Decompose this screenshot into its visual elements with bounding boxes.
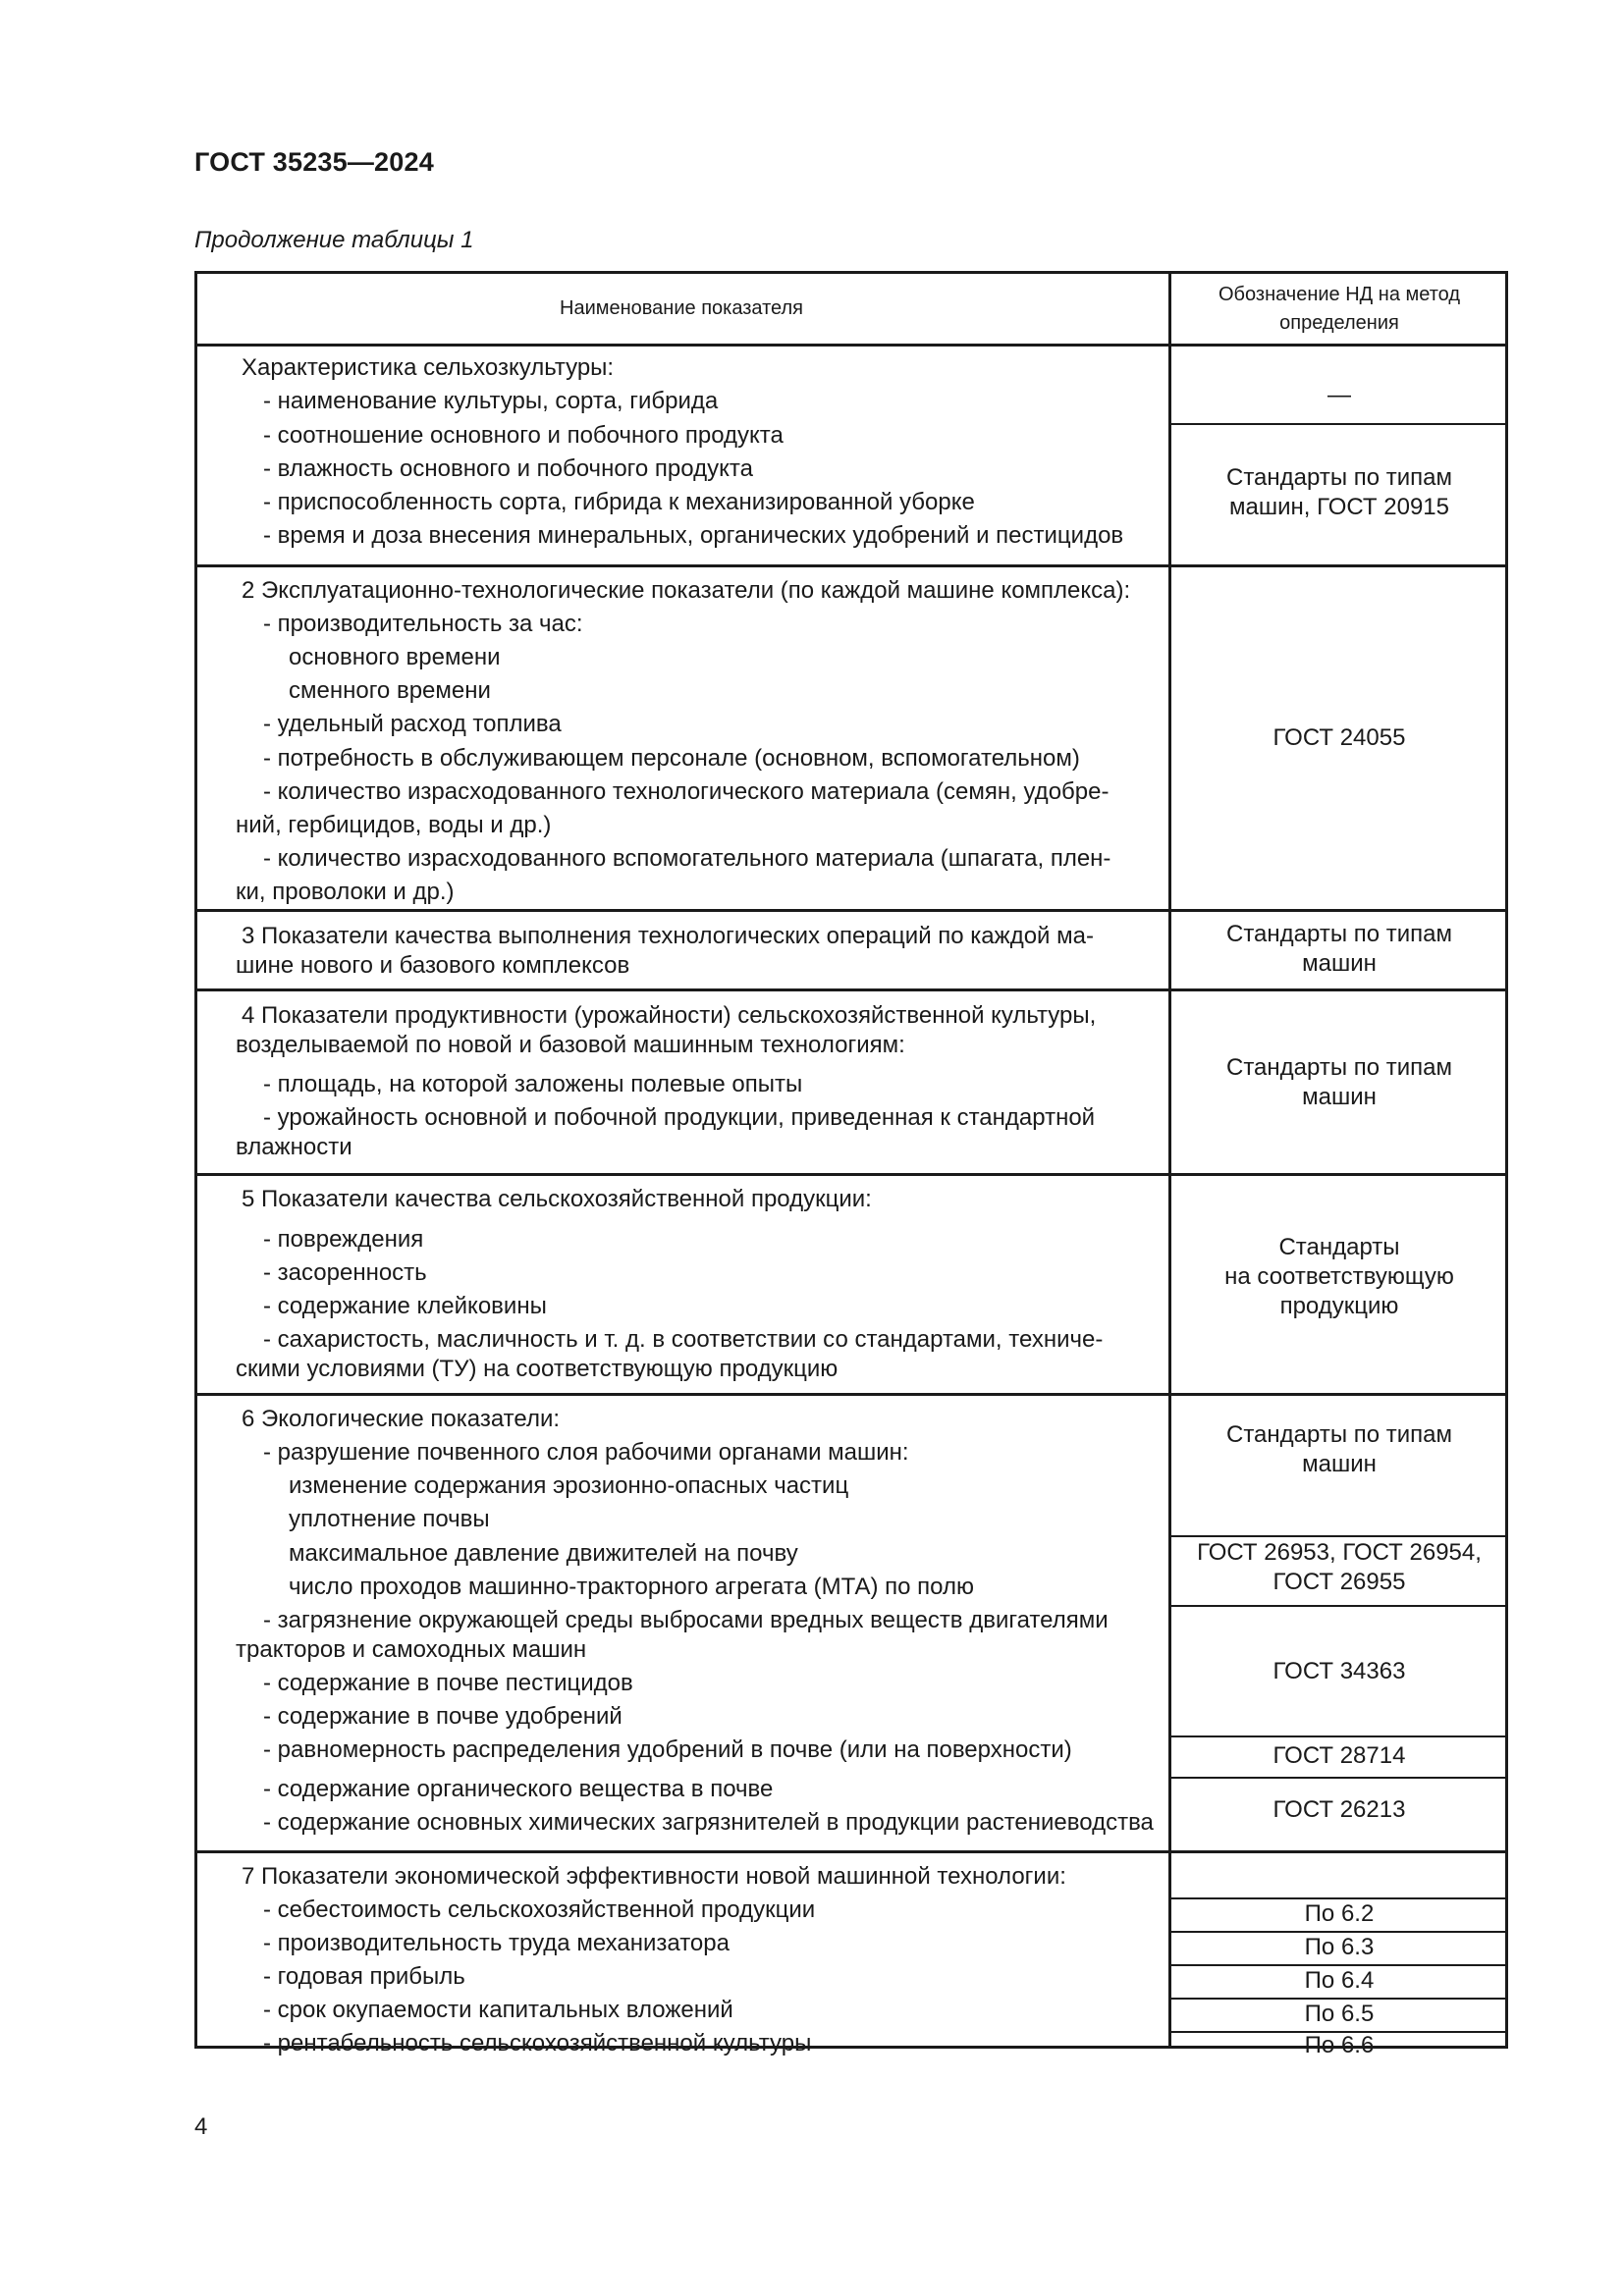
row-text: - содержание основных химических загрязнителей в продукции растениеводства bbox=[263, 1809, 1154, 1836]
row-text: - производительность труда механизатора bbox=[263, 1930, 730, 1956]
method-ref: ГОСТ 28714 bbox=[1272, 1742, 1406, 1769]
row-text: - наименование культуры, сорта, гибрида bbox=[263, 388, 719, 414]
row-text: - равномерность распределения удобрений в почве (или на поверхности) bbox=[263, 1736, 1072, 1763]
method-ref: Стандарты по типам bbox=[1226, 1054, 1452, 1081]
method-ref: ГОСТ 26955 bbox=[1272, 1569, 1406, 1595]
row-divider-3 bbox=[194, 988, 1508, 991]
row-text: шине нового и базового комплексов bbox=[236, 952, 630, 979]
row-text: максимальное давление движителей на почву bbox=[289, 1540, 798, 1567]
method-ref: Стандарты по типам bbox=[1226, 464, 1452, 491]
ref-divider bbox=[1168, 1535, 1508, 1537]
page-number: 4 bbox=[194, 2113, 208, 2140]
method-ref: Стандарты по типам bbox=[1226, 1421, 1452, 1448]
column-header-method bbox=[1170, 281, 1508, 338]
row-text: - содержание клейковины bbox=[263, 1293, 547, 1319]
method-ref: продукцию bbox=[1279, 1293, 1399, 1319]
row-text: скими условиями (ТУ) на соответствующую продукцию bbox=[236, 1356, 839, 1382]
row-text: ний, гербицидов, воды и др.) bbox=[236, 812, 552, 838]
ref-divider bbox=[1168, 1777, 1508, 1779]
row-text: возделываемой по новой и базовой машинным технологиям: bbox=[236, 1032, 905, 1058]
ref-divider bbox=[1168, 1605, 1508, 1607]
row-text: - количество израсходованного технологического материала (семян, удобре- bbox=[263, 778, 1110, 805]
header-row-divider bbox=[194, 344, 1508, 347]
table-caption: Продолжение таблицы 1 bbox=[194, 227, 474, 253]
row-text: - содержание в почве удобрений bbox=[263, 1703, 623, 1730]
row-text: - годовая прибыль bbox=[263, 1963, 465, 1990]
method-ref: По 6.6 bbox=[1304, 2032, 1375, 2058]
row-text: - срок окупаемости капитальных вложений bbox=[263, 1997, 733, 2023]
method-ref: ГОСТ 26213 bbox=[1272, 1796, 1406, 1823]
row-text: 2 Эксплуатационно-технологические показатели (по каждой машине комплекса): bbox=[242, 577, 1131, 604]
method-ref: Стандарты по типам bbox=[1226, 921, 1452, 947]
row-divider-5 bbox=[194, 1393, 1508, 1396]
method-ref: Стандарты bbox=[1278, 1234, 1400, 1260]
row-text: - сахаристость, масличность и т. д. в соответствии со стандартами, техниче- bbox=[263, 1326, 1104, 1353]
row-text: число проходов машинно-тракторного агрегата (МТА) по полю bbox=[289, 1574, 974, 1600]
row-text: - загрязнение окружающей среды выбросами вредных веществ двигателями bbox=[263, 1607, 1109, 1633]
row-text: - повреждения bbox=[263, 1226, 424, 1253]
column-divider bbox=[1168, 271, 1171, 2049]
row-text: изменение содержания эрозионно-опасных частиц bbox=[289, 1472, 849, 1499]
row-text: - разрушение почвенного слоя рабочими органами машин: bbox=[263, 1439, 909, 1466]
method-ref: ГОСТ 34363 bbox=[1272, 1658, 1406, 1684]
row-text: - потребность в обслуживающем персонале (основном, вспомогательном) bbox=[263, 745, 1080, 772]
method-ref: По 6.3 bbox=[1304, 1934, 1375, 1960]
row-text: влажности bbox=[236, 1134, 352, 1160]
method-ref: машин bbox=[1302, 1084, 1377, 1110]
row-text: - площадь, на которой заложены полевые опыты bbox=[263, 1071, 803, 1097]
row-text: - производительность за час: bbox=[263, 611, 583, 637]
method-ref: ГОСТ 24055 bbox=[1272, 724, 1406, 751]
method-ref: ГОСТ 26953, ГОСТ 26954, bbox=[1197, 1539, 1482, 1566]
method-ref: на соответствующую bbox=[1224, 1263, 1454, 1290]
row-text: 7 Показатели экономической эффективности новой машинной технологии: bbox=[242, 1863, 1066, 1890]
row-text: основного времени bbox=[289, 644, 501, 670]
column-header-method-line: определения bbox=[1279, 312, 1399, 334]
row-text: - засоренность bbox=[263, 1259, 427, 1286]
method-ref: машин bbox=[1302, 1451, 1377, 1477]
row-text: 3 Показатели качества выполнения технологических операций по каждой ма- bbox=[242, 923, 1094, 949]
row-text: 5 Показатели качества сельскохозяйственной продукции: bbox=[242, 1186, 872, 1212]
method-ref: машин, ГОСТ 20915 bbox=[1228, 494, 1449, 520]
row-divider-6 bbox=[194, 1850, 1508, 1853]
row-text: - содержание в почве пестицидов bbox=[263, 1670, 633, 1696]
row-text: сменного времени bbox=[289, 677, 491, 704]
method-ref: По 6.2 bbox=[1304, 1900, 1375, 1927]
row-text: - содержание органического вещества в почве bbox=[263, 1776, 774, 1802]
row-text: - влажность основного и побочного продукта bbox=[263, 455, 753, 482]
row-text: - приспособленность сорта, гибрида к механизированной уборке bbox=[263, 489, 975, 515]
method-ref: — bbox=[1327, 382, 1351, 408]
row-text: - время и доза внесения минеральных, органических удобрений и пестицидов bbox=[263, 522, 1124, 549]
row-text: - удельный расход топлива bbox=[263, 711, 562, 737]
row-divider-1 bbox=[194, 564, 1508, 567]
row-text: 4 Показатели продуктивности (урожайности) сельскохозяйственной культуры, bbox=[242, 1002, 1097, 1029]
row-text: ки, проволоки и др.) bbox=[236, 879, 455, 905]
method-ref: По 6.4 bbox=[1304, 1967, 1375, 1994]
row-text: уплотнение почвы bbox=[289, 1506, 490, 1532]
row-divider-4 bbox=[194, 1173, 1508, 1176]
method-ref: машин bbox=[1302, 950, 1377, 977]
row-text: - количество израсходованного вспомогательного материала (шпагата, плен- bbox=[263, 845, 1111, 872]
row-text: Характеристика сельхозкультуры: bbox=[242, 354, 615, 381]
document-header: ГОСТ 35235—2024 bbox=[194, 147, 434, 177]
row-divider-2 bbox=[194, 909, 1508, 912]
row-text: 6 Экологические показатели: bbox=[242, 1406, 561, 1432]
ref-divider bbox=[1168, 1735, 1508, 1737]
row-text: тракторов и самоходных машин bbox=[236, 1636, 587, 1663]
column-header-name: Наименование показателя bbox=[560, 297, 803, 319]
method-ref: По 6.5 bbox=[1304, 2001, 1375, 2027]
row-text: - рентабельность сельскохозяйственной культуры bbox=[263, 2030, 812, 2056]
ref-divider bbox=[1168, 423, 1508, 425]
row-text: - себестоимость сельскохозяйственной продукции bbox=[263, 1896, 816, 1923]
row-text: - урожайность основной и побочной продукции, приведенная к стандартной bbox=[263, 1104, 1096, 1131]
row-text: - соотношение основного и побочного продукта bbox=[263, 422, 784, 449]
column-header-method-line: Обозначение НД на метод bbox=[1218, 284, 1460, 305]
